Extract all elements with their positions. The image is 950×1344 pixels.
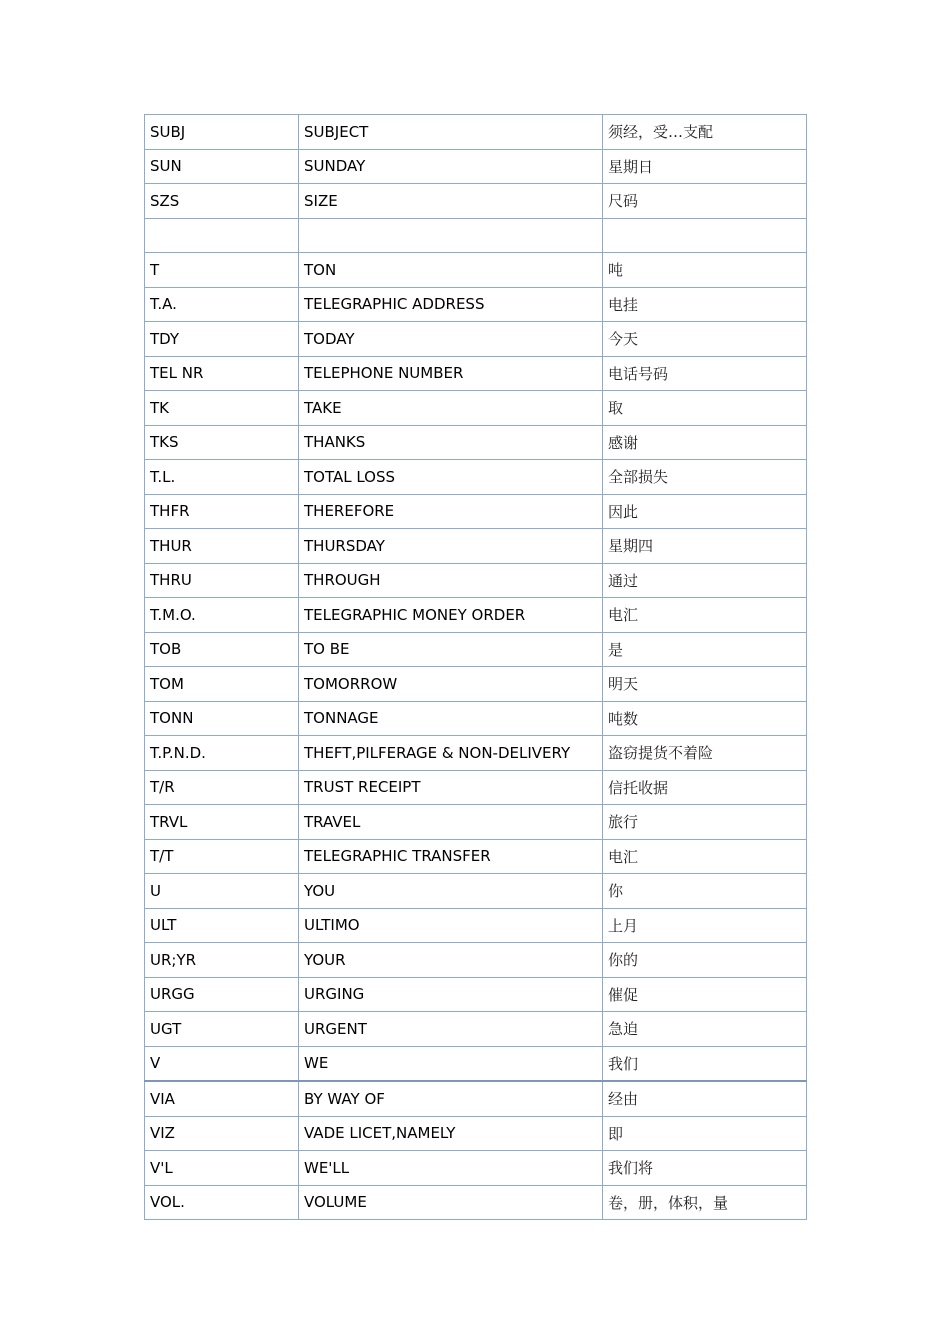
table-row <box>145 908 807 943</box>
table-row <box>145 598 807 633</box>
abbreviation-cell: THUR <box>145 529 299 564</box>
abbreviation-cell: TOB <box>145 632 299 667</box>
abbreviation-cell: TONN <box>145 701 299 736</box>
chinese-meaning-cell: 信托收据 <box>603 770 807 805</box>
table-row <box>145 667 807 702</box>
abbreviation-cell: TOM <box>145 667 299 702</box>
chinese-meaning-cell: 星期日 <box>603 149 807 184</box>
chinese-meaning-cell <box>603 218 807 253</box>
abbreviation-cell: TRVL <box>145 805 299 840</box>
table-row <box>145 805 807 840</box>
chinese-meaning-cell: 卷，册，体积，量 <box>603 1185 807 1220</box>
table-row <box>145 494 807 529</box>
full-term-cell: BY WAY OF <box>299 1081 603 1116</box>
chinese-meaning-cell: 电话号码 <box>603 356 807 391</box>
abbreviation-table <box>144 114 807 1220</box>
full-term-cell: THROUGH <box>299 563 603 598</box>
table-row <box>145 563 807 598</box>
abbreviation-cell: ULT <box>145 908 299 943</box>
full-term-cell: THEFT,PILFERAGE & NON-DELIVERY <box>299 736 603 771</box>
chinese-meaning-cell: 是 <box>603 632 807 667</box>
full-term-cell: WE'LL <box>299 1151 603 1186</box>
chinese-meaning-cell: 催促 <box>603 977 807 1012</box>
abbreviation-cell: V'L <box>145 1151 299 1186</box>
abbreviation-cell: TK <box>145 391 299 426</box>
table-row <box>145 115 807 150</box>
table-row <box>145 736 807 771</box>
chinese-meaning-cell: 感谢 <box>603 425 807 460</box>
table-row <box>145 149 807 184</box>
abbreviation-cell: T <box>145 253 299 288</box>
abbreviation-cell: THFR <box>145 494 299 529</box>
table-row <box>145 1012 807 1047</box>
full-term-cell: VOLUME <box>299 1185 603 1220</box>
abbreviation-cell: TDY <box>145 322 299 357</box>
chinese-meaning-cell: 电汇 <box>603 839 807 874</box>
full-term-cell: URGING <box>299 977 603 1012</box>
abbreviation-cell: SZS <box>145 184 299 219</box>
chinese-meaning-cell: 经由 <box>603 1081 807 1116</box>
full-term-cell: TODAY <box>299 322 603 357</box>
table-row <box>145 529 807 564</box>
abbreviation-cell: UGT <box>145 1012 299 1047</box>
full-term-cell: TON <box>299 253 603 288</box>
table-row <box>145 218 807 253</box>
abbreviation-cell: SUN <box>145 149 299 184</box>
table-row <box>145 391 807 426</box>
full-term-cell: THURSDAY <box>299 529 603 564</box>
full-term-cell: TELEGRAPHIC MONEY ORDER <box>299 598 603 633</box>
chinese-meaning-cell: 我们将 <box>603 1151 807 1186</box>
full-term-cell: YOUR <box>299 943 603 978</box>
chinese-meaning-cell: 须经，受…支配 <box>603 115 807 150</box>
table-row <box>145 425 807 460</box>
chinese-meaning-cell: 即 <box>603 1116 807 1151</box>
table-row <box>145 770 807 805</box>
abbreviation-table-body <box>145 115 807 1220</box>
chinese-meaning-cell: 电挂 <box>603 287 807 322</box>
abbreviation-cell: TEL NR <box>145 356 299 391</box>
abbreviation-cell: UR;YR <box>145 943 299 978</box>
table-row <box>145 184 807 219</box>
table-row <box>145 1151 807 1186</box>
full-term-cell: TELEGRAPHIC ADDRESS <box>299 287 603 322</box>
chinese-meaning-cell: 你的 <box>603 943 807 978</box>
table-row <box>145 1185 807 1220</box>
table-row <box>145 322 807 357</box>
chinese-meaning-cell: 今天 <box>603 322 807 357</box>
abbreviation-cell: VOL. <box>145 1185 299 1220</box>
full-term-cell: TAKE <box>299 391 603 426</box>
chinese-meaning-cell: 我们 <box>603 1046 807 1081</box>
full-term-cell: TELEGRAPHIC TRANSFER <box>299 839 603 874</box>
table-row <box>145 1046 807 1081</box>
full-term-cell <box>299 218 603 253</box>
chinese-meaning-cell: 急迫 <box>603 1012 807 1047</box>
chinese-meaning-cell: 吨数 <box>603 701 807 736</box>
full-term-cell: TO BE <box>299 632 603 667</box>
full-term-cell: SUNDAY <box>299 149 603 184</box>
table-row <box>145 356 807 391</box>
chinese-meaning-cell: 因此 <box>603 494 807 529</box>
chinese-meaning-cell: 上月 <box>603 908 807 943</box>
full-term-cell: TRAVEL <box>299 805 603 840</box>
table-row <box>145 701 807 736</box>
full-term-cell: TELEPHONE NUMBER <box>299 356 603 391</box>
chinese-meaning-cell: 盗窃提货不着险 <box>603 736 807 771</box>
abbreviation-cell: T/R <box>145 770 299 805</box>
full-term-cell: URGENT <box>299 1012 603 1047</box>
table-row <box>145 977 807 1012</box>
table-row <box>145 632 807 667</box>
full-term-cell: TRUST RECEIPT <box>299 770 603 805</box>
full-term-cell: ULTIMO <box>299 908 603 943</box>
abbreviation-cell: T/T <box>145 839 299 874</box>
table-row <box>145 1116 807 1151</box>
chinese-meaning-cell: 星期四 <box>603 529 807 564</box>
full-term-cell: SUBJECT <box>299 115 603 150</box>
abbreviation-cell: VIA <box>145 1081 299 1116</box>
abbreviation-cell: T.P.N.D. <box>145 736 299 771</box>
full-term-cell: SIZE <box>299 184 603 219</box>
chinese-meaning-cell: 尺码 <box>603 184 807 219</box>
abbreviation-cell: SUBJ <box>145 115 299 150</box>
abbreviation-cell: VIZ <box>145 1116 299 1151</box>
table-row <box>145 253 807 288</box>
abbreviation-cell: T.A. <box>145 287 299 322</box>
table-row <box>145 287 807 322</box>
abbreviation-cell: TKS <box>145 425 299 460</box>
chinese-meaning-cell: 通过 <box>603 563 807 598</box>
full-term-cell: THANKS <box>299 425 603 460</box>
chinese-meaning-cell: 取 <box>603 391 807 426</box>
abbreviation-cell: T.M.O. <box>145 598 299 633</box>
table-row <box>145 1081 807 1116</box>
table-row <box>145 874 807 909</box>
full-term-cell: THEREFORE <box>299 494 603 529</box>
chinese-meaning-cell: 旅行 <box>603 805 807 840</box>
abbreviation-cell: URGG <box>145 977 299 1012</box>
full-term-cell: YOU <box>299 874 603 909</box>
chinese-meaning-cell: 明天 <box>603 667 807 702</box>
abbreviation-cell: THRU <box>145 563 299 598</box>
chinese-meaning-cell: 吨 <box>603 253 807 288</box>
abbreviation-cell: U <box>145 874 299 909</box>
chinese-meaning-cell: 你 <box>603 874 807 909</box>
full-term-cell: VADE LICET,NAMELY <box>299 1116 603 1151</box>
abbreviation-cell: T.L. <box>145 460 299 495</box>
full-term-cell: TOMORROW <box>299 667 603 702</box>
chinese-meaning-cell: 电汇 <box>603 598 807 633</box>
table-row <box>145 839 807 874</box>
table-row <box>145 943 807 978</box>
abbreviation-cell: V <box>145 1046 299 1081</box>
full-term-cell: TOTAL LOSS <box>299 460 603 495</box>
abbreviation-cell <box>145 218 299 253</box>
full-term-cell: WE <box>299 1046 603 1081</box>
full-term-cell: TONNAGE <box>299 701 603 736</box>
chinese-meaning-cell: 全部损失 <box>603 460 807 495</box>
table-row <box>145 460 807 495</box>
